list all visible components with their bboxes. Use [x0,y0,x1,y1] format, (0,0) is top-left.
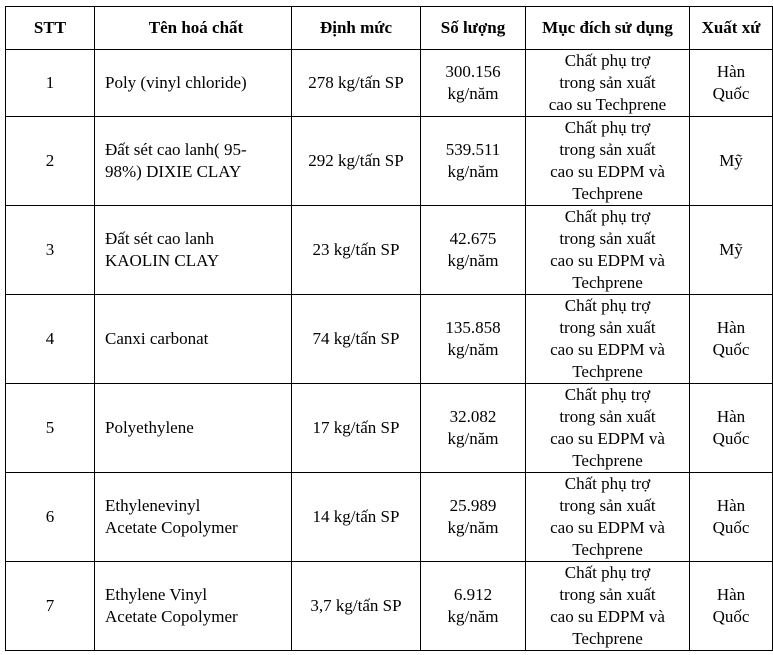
cell-origin-line: Hàn [716,496,746,515]
cell-stt: 5 [6,384,95,473]
cell-origin-line: Hàn [716,407,746,426]
cell-purpose [526,384,690,473]
cell-purpose-line: Chất phụ trợ [564,474,651,493]
table-header [6,7,773,50]
cell-purpose-line: trong sản xuất [559,318,656,337]
cell-quantity-line: kg/năm [447,84,499,103]
cell-purpose-line: trong sản xuất [559,73,656,92]
cell-purpose [526,295,690,384]
cell-origin-line: Quốc [712,429,750,448]
cell-stt: 6 [6,473,95,562]
cell-chemical-name [95,473,292,562]
table-row [6,295,773,384]
cell-chemical-name [95,117,292,206]
cell-quantity-line: kg/năm [447,429,499,448]
cell-quantity-line: 300.156 [445,62,501,81]
cell-chemical-name-line: Đất sét cao lanh( 95- [105,140,247,159]
cell-origin-line: Quốc [712,518,750,537]
cell-purpose-line: Techprene [572,540,643,559]
cell-chemical-name-line: Acetate Copolymer [105,518,238,537]
cell-chemical-name-line: Canxi carbonat [105,329,209,348]
cell-purpose-line: cao su EDPM và [550,340,665,359]
cell-stt: 3 [6,206,95,295]
table-row [6,562,773,651]
cell-norm: 14 kg/tấn SP [292,473,421,562]
cell-purpose-line: trong sản xuất [559,140,656,159]
cell-purpose [526,50,690,117]
cell-chemical-name-line: Ethylenevinyl [105,496,201,515]
cell-chemical-name [95,206,292,295]
cell-purpose-line: trong sản xuất [559,496,656,515]
cell-norm: 3,7 kg/tấn SP [292,562,421,651]
chemicals-table [5,6,773,651]
cell-purpose [526,473,690,562]
cell-origin [690,50,773,117]
cell-origin [690,562,773,651]
header-quantity: Số lượng [421,7,526,50]
cell-purpose [526,562,690,651]
cell-purpose-line: Chất phụ trợ [564,51,651,70]
cell-quantity-line: 25.989 [449,496,497,515]
cell-quantity-line: kg/năm [447,607,499,626]
header-origin: Xuất xứ [690,7,773,50]
cell-quantity [421,206,526,295]
cell-chemical-name-line: Ethylene Vinyl [105,585,208,604]
cell-quantity-line: kg/năm [447,251,499,270]
cell-purpose-line: trong sản xuất [559,407,656,426]
header-stt: STT [6,7,95,50]
cell-origin-line: Quốc [712,607,750,626]
table-body [6,50,773,651]
cell-origin-line: Hàn [716,585,746,604]
cell-quantity-line: 42.675 [449,229,497,248]
cell-purpose-line: Chất phụ trợ [564,296,651,315]
cell-purpose-line: cao su Techprene [548,95,667,114]
cell-purpose-line: Chất phụ trợ [564,118,651,137]
cell-quantity [421,473,526,562]
cell-quantity [421,562,526,651]
cell-purpose-line: cao su EDPM và [550,607,665,626]
cell-quantity-line: kg/năm [447,340,499,359]
cell-quantity-line: kg/năm [447,162,499,181]
cell-quantity-line: kg/năm [447,518,499,537]
cell-stt: 2 [6,117,95,206]
cell-norm: 74 kg/tấn SP [292,295,421,384]
cell-origin [690,384,773,473]
cell-chemical-name-line: 98%) DIXIE CLAY [105,162,242,181]
cell-origin [690,117,773,206]
cell-origin-line: Quốc [712,84,750,103]
cell-purpose-line: Techprene [572,629,643,648]
cell-stt: 4 [6,295,95,384]
cell-norm: 292 kg/tấn SP [292,117,421,206]
cell-norm: 23 kg/tấn SP [292,206,421,295]
cell-chemical-name-line: KAOLIN CLAY [105,251,220,270]
cell-quantity [421,295,526,384]
table-row [6,206,773,295]
cell-chemical-name [95,562,292,651]
cell-quantity [421,117,526,206]
cell-purpose-line: Techprene [572,451,643,470]
cell-purpose-line: cao su EDPM và [550,251,665,270]
cell-quantity-line: 32.082 [449,407,497,426]
table-row [6,384,773,473]
cell-purpose-line: cao su EDPM và [550,429,665,448]
cell-purpose-line: trong sản xuất [559,229,656,248]
cell-purpose-line: Chất phụ trợ [564,563,651,582]
cell-norm: 278 kg/tấn SP [292,50,421,117]
cell-origin-line: Mỹ [719,240,743,259]
header-purpose: Mục đích sử dụng [526,7,690,50]
cell-purpose [526,117,690,206]
table-row [6,117,773,206]
cell-chemical-name-line: Poly (vinyl chloride) [105,73,247,92]
header-name: Tên hoá chất [95,7,292,50]
table-row [6,50,773,117]
cell-chemical-name-line: Đất sét cao lanh [105,229,215,248]
cell-stt: 1 [6,50,95,117]
cell-origin [690,295,773,384]
cell-chemical-name-line: Polyethylene [105,418,194,437]
cell-origin-line: Mỹ [719,151,743,170]
cell-origin-line: Quốc [712,340,750,359]
cell-purpose [526,206,690,295]
cell-origin [690,473,773,562]
cell-purpose-line: cao su EDPM và [550,162,665,181]
cell-purpose-line: Techprene [572,273,643,292]
cell-chemical-name [95,50,292,117]
header-norm: Định mức [292,7,421,50]
cell-origin-line: Hàn [716,62,746,81]
cell-purpose-line: Chất phụ trợ [564,385,651,404]
cell-quantity [421,384,526,473]
header-row [6,7,773,50]
cell-chemical-name [95,384,292,473]
cell-quantity-line: 539.511 [445,140,501,159]
cell-purpose-line: Chất phụ trợ [564,207,651,226]
cell-chemical-name-line: Acetate Copolymer [105,607,238,626]
cell-purpose-line: Techprene [572,184,643,203]
cell-chemical-name [95,295,292,384]
cell-quantity-line: 6.912 [453,585,493,604]
cell-origin [690,206,773,295]
cell-purpose-line: cao su EDPM và [550,518,665,537]
cell-stt: 7 [6,562,95,651]
cell-norm: 17 kg/tấn SP [292,384,421,473]
table-row [6,473,773,562]
cell-quantity [421,50,526,117]
cell-quantity-line: 135.858 [445,318,501,337]
cell-origin-line: Hàn [716,318,746,337]
cell-purpose-line: Techprene [572,362,643,381]
cell-purpose-line: trong sản xuất [559,585,656,604]
